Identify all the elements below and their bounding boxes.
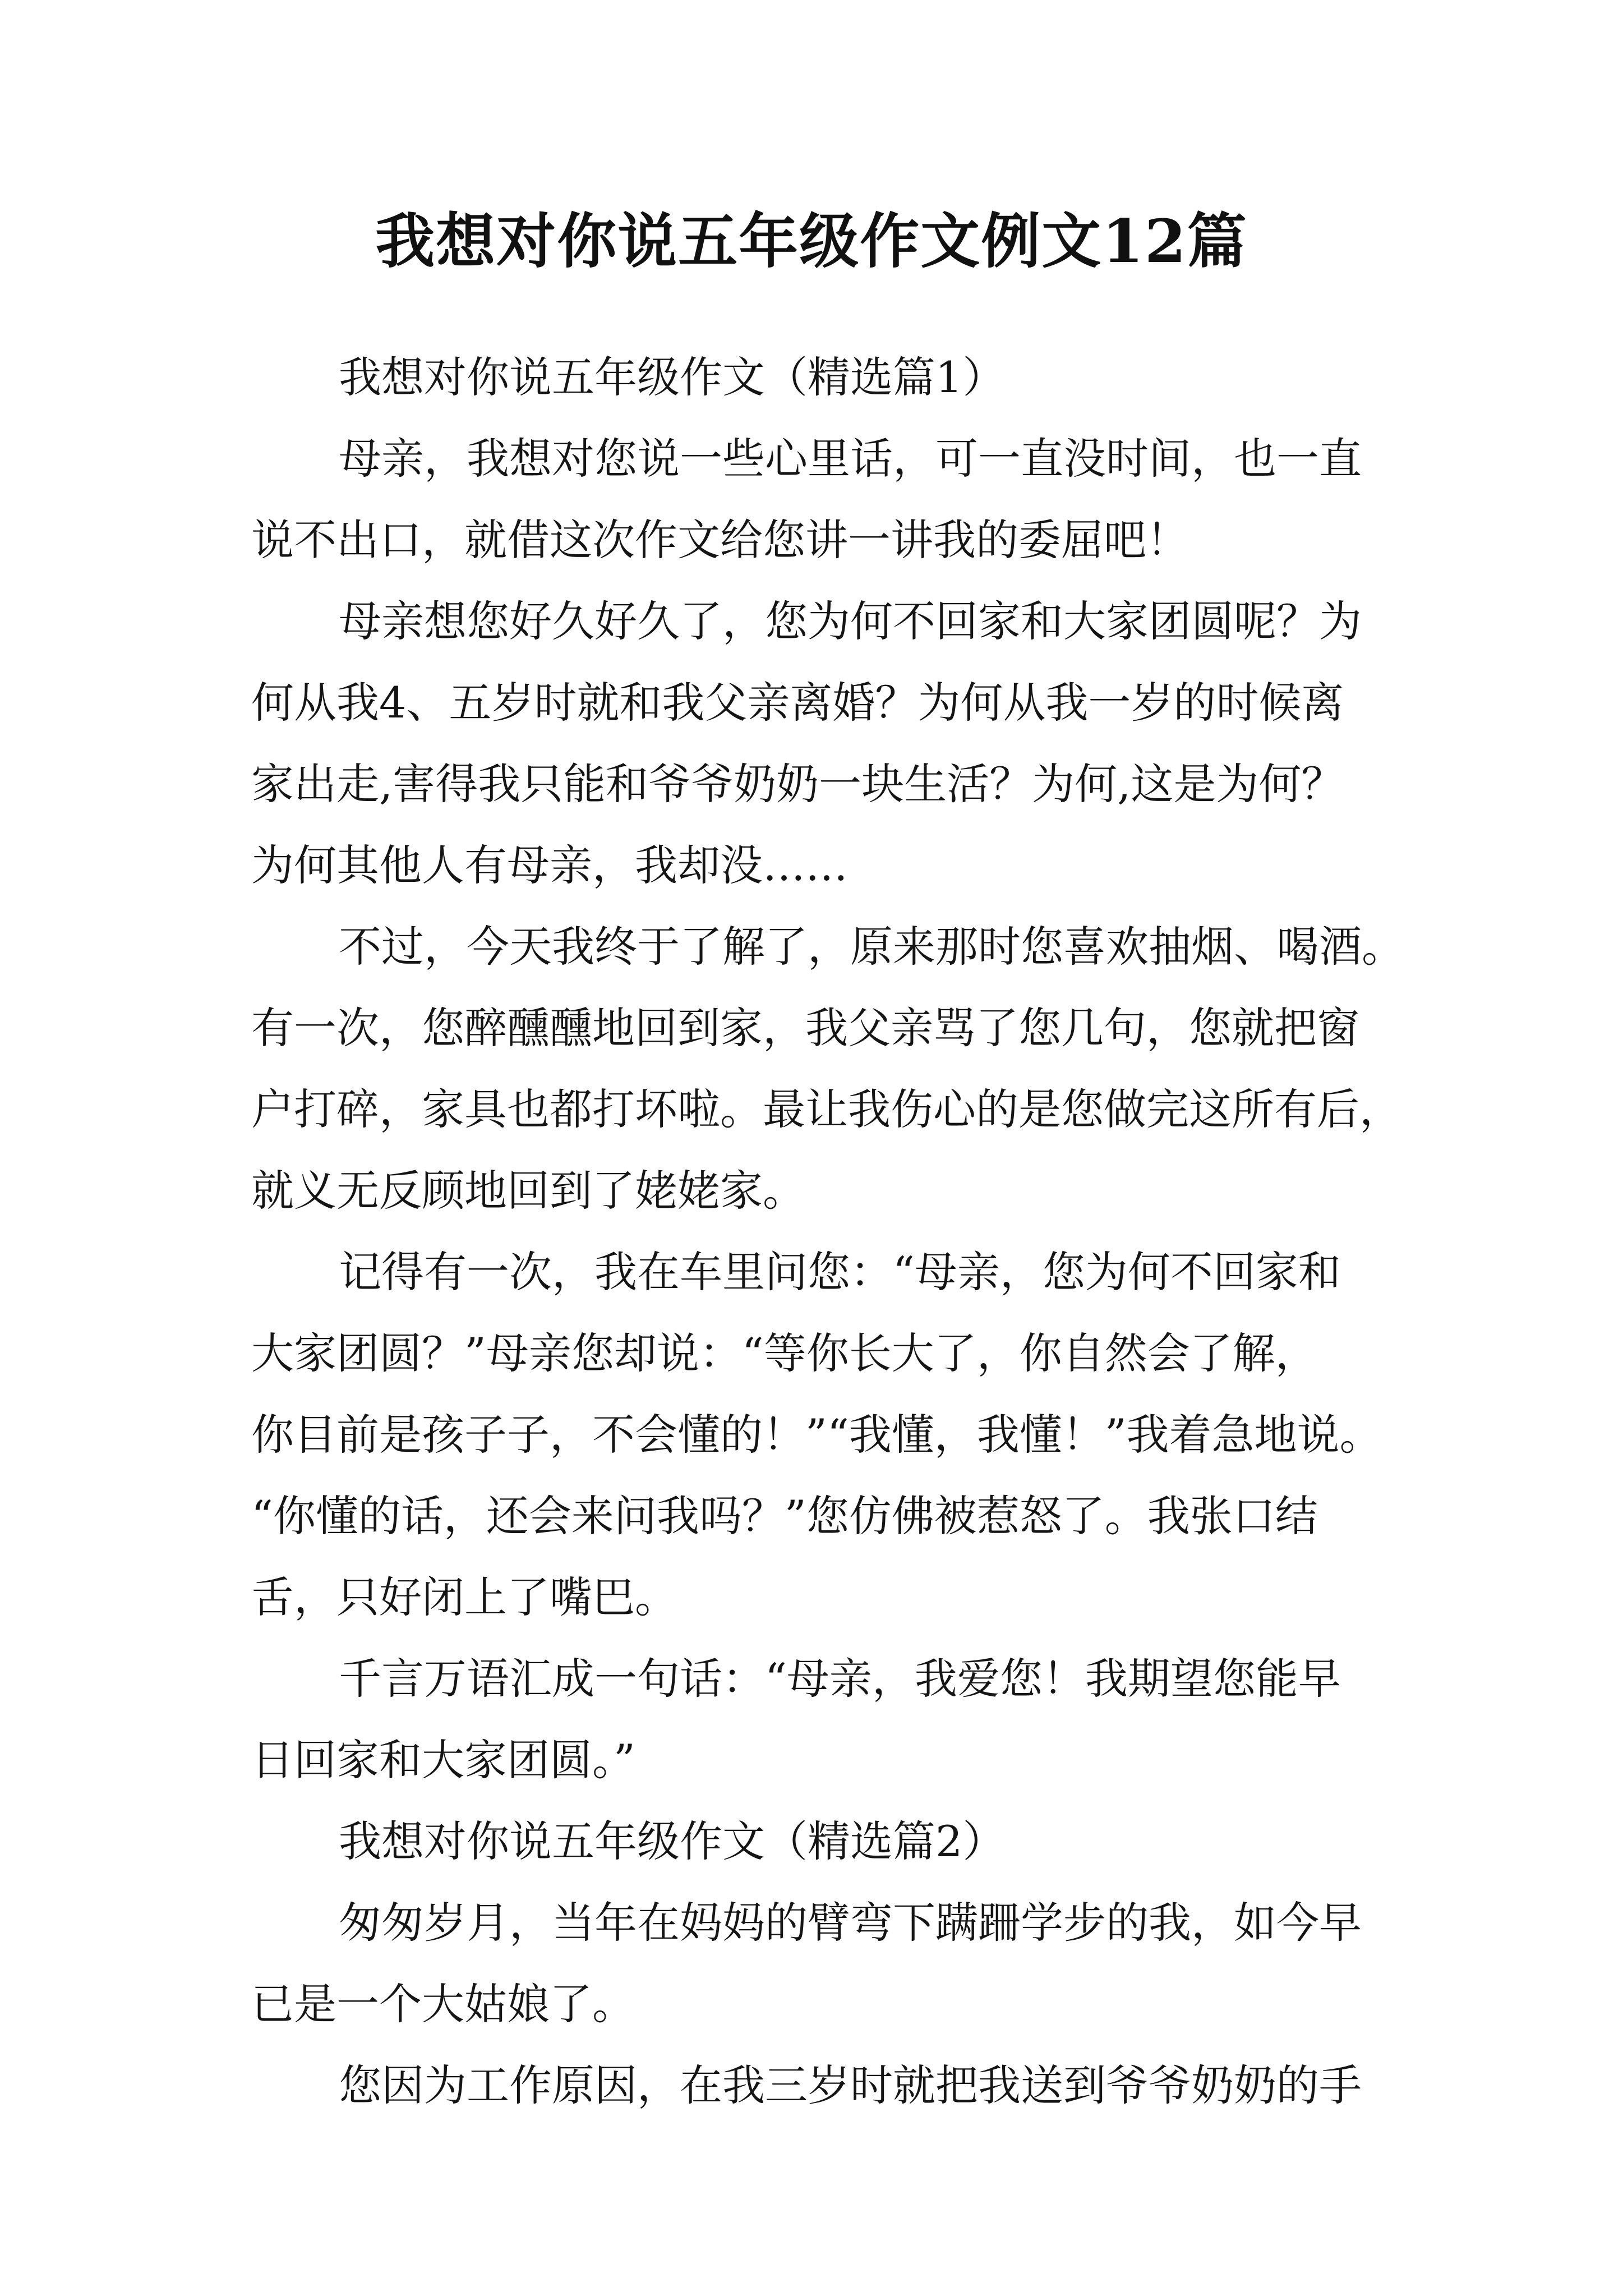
text-line: 大家团圆？”母亲您却说：“等你长大了，你自然会了解， [251,1328,1318,1378]
text-line: 舌，只好闭上了嘴巴。 [251,1572,677,1622]
text-line: 你目前是孩子子，不会懂的！”“我懂，我懂！”我着急地说。 [251,1410,1382,1460]
document-title: 我想对你说五年级作文例文12篇 [375,206,1248,276]
document-body [251,337,1457,2126]
text-line: 记得有一次，我在车里问您：“母亲，您为何不回家和 [339,1247,1341,1297]
text-line: 何从我4、五岁时就和我父亲离婚？为何从我一岁的时候离 [251,678,1344,728]
text-line: 我想对你说五年级作文（精选篇1） [339,352,1006,402]
text-line: 说不出口，就借这次作文给您讲一讲我的委屈吧！ [251,515,1189,565]
text-line: 户打碎，家具也都打坏啦。最让我伤心的是您做完这所有后， [251,1084,1402,1134]
text-line: 母亲，我想对您说一些心里话，可一直没时间，也一直 [339,434,1362,484]
text-line: 已是一个大姑娘了。 [251,1979,635,2029]
text-line: 匆匆岁月，当年在妈妈的臂弯下蹒跚学步的我，如今早 [339,1898,1362,1948]
text-line: 日回家和大家团圆。” [251,1735,635,1785]
text-line: 母亲想您好久好久了，您为何不回家和大家团圆呢？为 [339,596,1362,646]
text-line: 不过，今天我终于了解了，原来那时您喜欢抽烟、喝酒。 [339,922,1404,972]
text-line: 我想对你说五年级作文（精选篇2） [339,1816,1006,1866]
text-line: 家出走,害得我只能和爷爷奶奶一块生活？为何,这是为何？ [251,759,1344,809]
text-line: 千言万语汇成一句话：“母亲，我爱您！我期望您能早 [339,1654,1341,1704]
text-line: 有一次，您醉醺醺地回到家，我父亲骂了您几句，您就把窗 [251,1003,1359,1053]
text-line: 为何其他人有母亲，我却没…… [251,840,848,890]
text-line: “你懂的话，还会来问我吗？”您仿佛被惹怒了。我张口结 [251,1491,1318,1541]
text-line: 您因为工作原因，在我三岁时就把我送到爷爷奶奶的手 [339,2060,1362,2110]
text-line: 就义无反顾地回到了姥姥家。 [251,1166,805,1216]
